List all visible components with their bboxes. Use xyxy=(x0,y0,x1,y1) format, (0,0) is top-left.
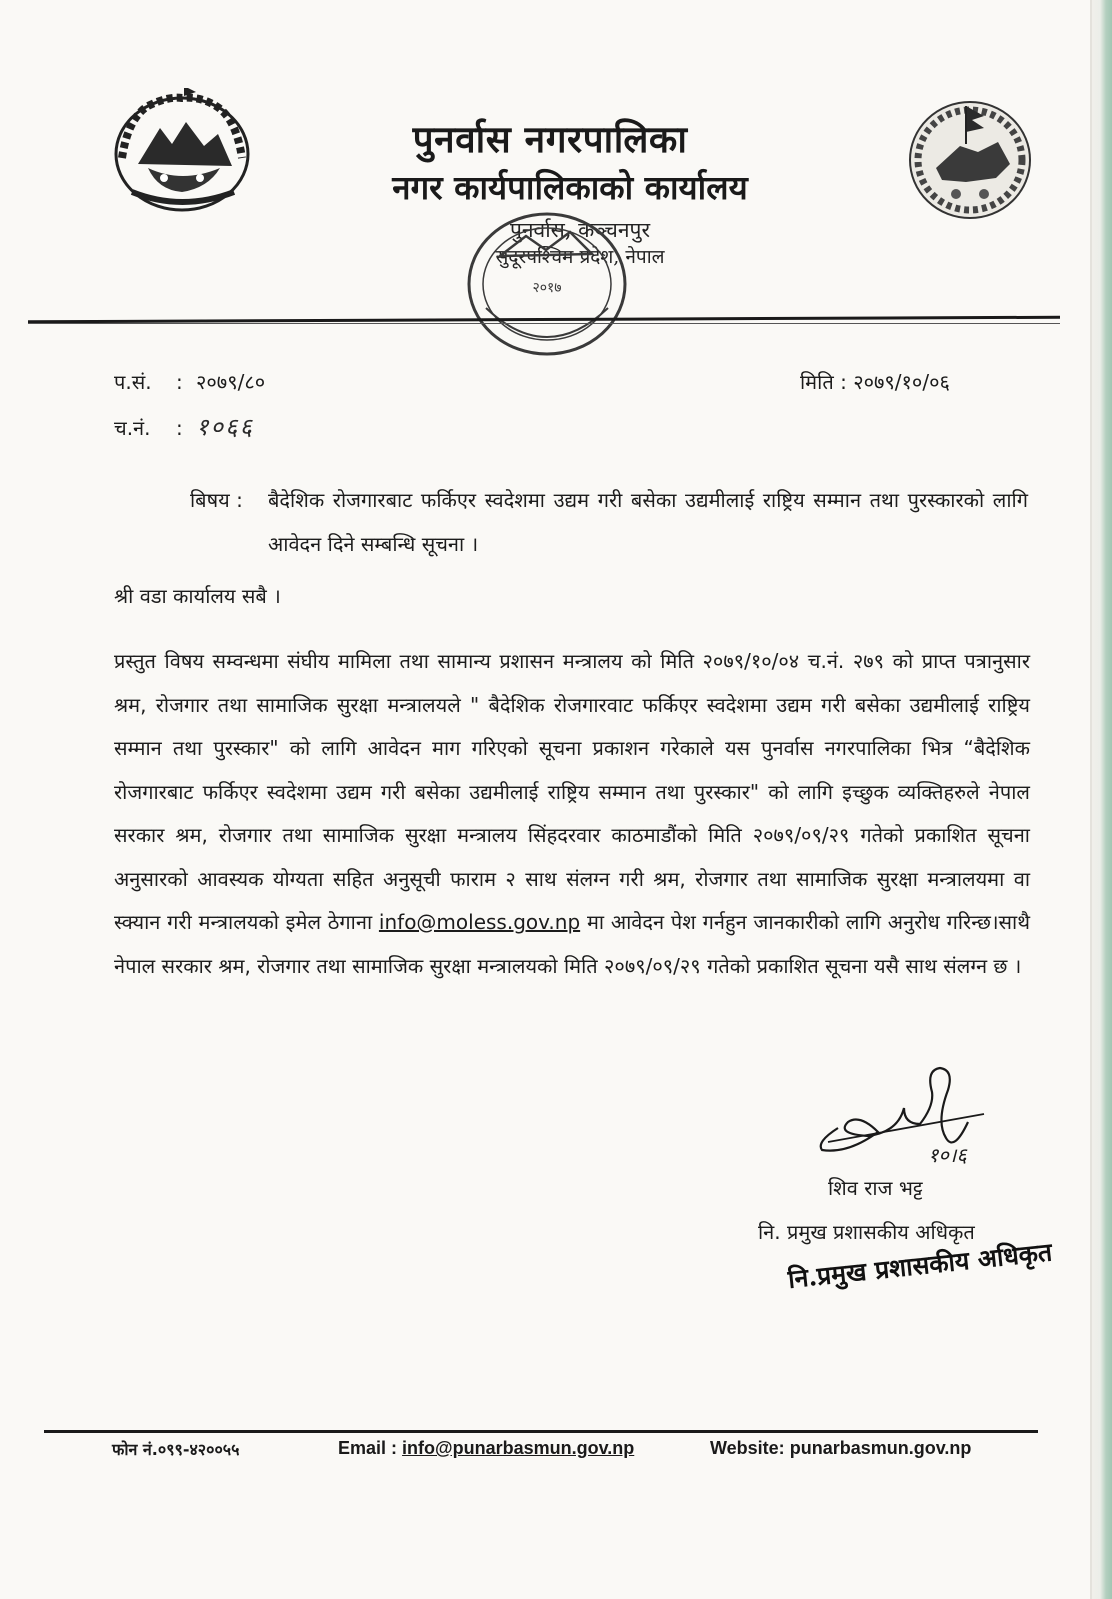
footer-email xyxy=(338,1438,634,1459)
footer-website-link[interactable]: punarbasmun.gov.np xyxy=(789,1438,972,1458)
cn-value-handwritten: १०६६ xyxy=(196,413,254,441)
footer-divider xyxy=(44,1430,1038,1433)
date-block xyxy=(800,368,950,395)
address-line-2: सुदूरपश्चिम प्रदेश, नेपाल xyxy=(495,246,665,268)
footer-email-label: Email : xyxy=(338,1438,398,1458)
nepal-coat-of-arms-emblem xyxy=(108,88,256,216)
ps-row xyxy=(114,368,265,410)
footer-email-link[interactable]: info@punarbasmun.gov.np xyxy=(402,1438,635,1458)
cn-colon: : xyxy=(176,416,183,440)
ps-label: प.सं. xyxy=(114,370,152,394)
cn-label: च.नं. xyxy=(114,416,151,440)
date-value: २०७९/१०/०६ xyxy=(853,370,950,394)
office-name: नगर कार्यपालिकाको कार्यालय xyxy=(392,168,748,207)
header-divider-thin xyxy=(28,323,1060,324)
salutation: श्री वडा कार्यालय सबै । xyxy=(114,584,281,608)
signatory-designation: नि. प्रमुख प्रशासकीय अधिकृत xyxy=(758,1220,975,1244)
letter-body xyxy=(114,640,1030,988)
subject-text: बैदेशिक रोजगारबाट फर्किएर स्वदेशमा उद्यम गरी बसेका उद्यमीलाई राष्ट्रिय सम्मान तथा पुरस्कारको लागि आवेदन दिने सम्बन्धि सूचना । xyxy=(268,488,1028,556)
designation-rubber-stamp: नि.प्रमुख प्रशासकीय अधिकृत xyxy=(786,1237,1054,1294)
signatory-name: शिव राज भट्ट xyxy=(828,1176,923,1200)
body-paragraph-part-1: प्रस्तुत विषय सम्वन्धमा संघीय मामिला तथा सामान्य प्रशासन मन्त्रालय को मिति २०७९/१०/०४ च.नं. २७९ को प्राप्त पत्रानुसार श्रम, रोजगार तथा सामाजिक सुरक्षा मन्त्रालयले " बैदेशिक रोजगारवाट फर्किएर स्वदेशमा उद्यम गरी बसेका उद्यमीलाई राष्ट्रिय सम्मान तथा पुरस्कार" को लागि आवेदन माग गरिएको सूचना प्रकाशन गरेकाले यस पुनर्वास नगरपालिका भित्र “बैदेशिक रोजगारबाट फर्किएर स्वदेशमा उद्यम गरी बसेका उद्यमीलाई राष्ट्रिय सम्मान तथा पुरस्कार" को लागि इच्छुक व्यक्तिहरुले नेपाल सरकार श्रम, रोजगार तथा सामाजिक सुरक्षा मन्त्रालय सिंहदरवार काठमाडौंको मिति २०७९/०९/२९ गतेको प्रकाशित सूचना अनुसारको आवस्यक योग्यता सहित अनुसूची फाराम २ साथ संलग्न गरी श्रम, रोजगार तथा सामाजिक सुरक्षा मन्त्रालयमा वा स्क्यान गरी मन्त्रालयको इमेल ठेगाना xyxy=(114,649,1030,934)
reference-block xyxy=(114,368,265,452)
cn-row xyxy=(114,410,265,452)
body-paragraph-part-2: मा आवेदन पेश गर्नहुन जानकारीको लागि अनुरोध गरिन्छ।साथै नेपाल सरकार श्रम, रोजगार तथा सामाजिक सुरक्षा मन्त्रालयको मिति २०७९/०९/२९ गतेको प्रकाशित सूचना यसै साथ संलग्न छ । xyxy=(114,910,1031,978)
address-line-1: पुनर्वास, कञ्चनपुर xyxy=(509,218,651,242)
office-round-stamp xyxy=(442,196,652,372)
organization-name: पुनर्वास नगरपालिका xyxy=(412,117,688,161)
footer-website xyxy=(710,1438,971,1459)
nepal-map-flag-emblem xyxy=(906,98,1034,222)
ps-value: २०७९/८० xyxy=(196,370,266,394)
date-label: मिति : xyxy=(800,370,847,394)
subject-label: बिषय : xyxy=(190,488,243,512)
footer-phone: फोन नं.०९९-४२००५५ xyxy=(112,1440,240,1459)
handwritten-signature xyxy=(808,1062,988,1172)
ps-colon: : xyxy=(176,370,183,394)
footer-website-label: Website: xyxy=(710,1438,785,1458)
scan-edge-strip xyxy=(1092,0,1112,1599)
ministry-email-link[interactable]: info@moless.gov.np xyxy=(378,910,581,934)
svg-text:१०।६: १०।६ xyxy=(928,1143,967,1167)
svg-text:२०१७: २०१७ xyxy=(532,280,562,296)
